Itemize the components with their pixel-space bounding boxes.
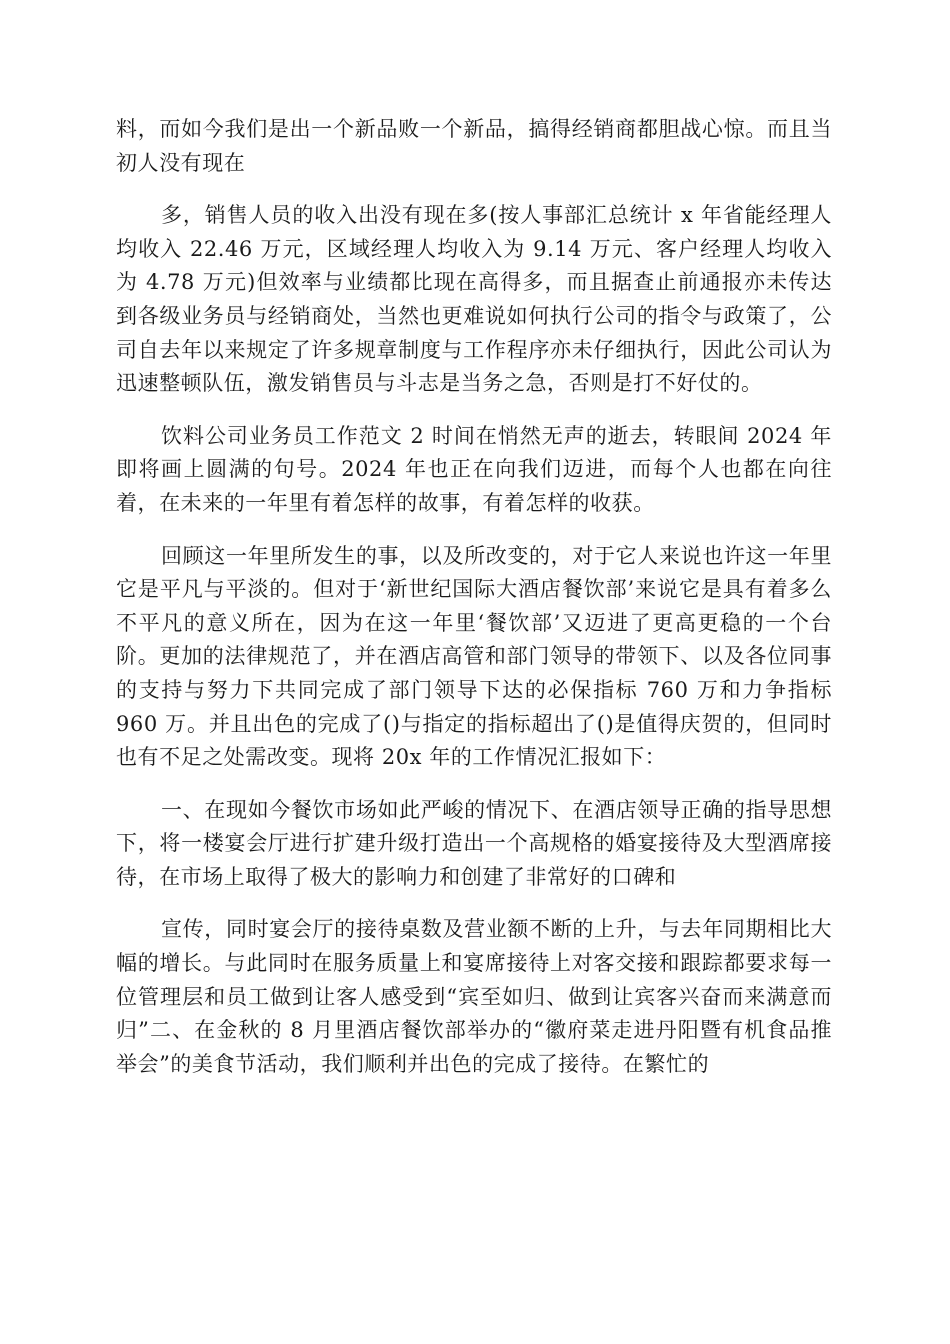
paragraph-1: 料，而如今我们是出一个新品败一个新品，搞得经销商都胆战心惊。而且当初人没有现在 — [116, 117, 832, 175]
paragraph-3: 饮料公司业务员工作范文 2 时间在悄然无声的逝去，转眼间 2024 年即将画上圆满的句号。2024 年也正在向我们迈进，而每个人也都在向往着，在未来的一年里有着怎样的故事，有着怎样的收获。 — [116, 423, 832, 515]
paragraph-4: 回顾这一年里所发生的事，以及所改变的，对于它人来说也许这一年里它是平凡与平淡的。但对于‘新世纪国际大酒店餐饮部’来说它是具有着多么不平凡的意义所在，因为在这一年里‘餐饮部’又迈进了更高更稳的一个台阶。更加的法律规范了，并在酒店高管和部门领导的带领下、以及各位同事的支持与努力下共同完成了部门领导下达的必保指标 760 万和力争指标 960 万。并且出色的完成了()与指定的指标超出了()是值得庆贺的，但同时也有不足之处需改变。现将 20x 年的工作情况汇报如下： — [116, 543, 832, 770]
document-page — [116, 113, 832, 1100]
paragraph-2: 多，销售人员的收入出没有现在多(按人事部汇总统计 x 年省能经理人均收入 22.46 万元，区域经理人均收入为 9.14 万元、客户经理人均收入为 4.78 万元)但效率与业绩都比现在高得多，而且据查止前通报亦未传达到各级业务员与经销商处，当然也更难说如何执行公司的指令与政策了，公司自去年以来规定了许多规章制度与工作程序亦未仔细执行，因此公司认为迅速整顿队伍，激发销售员与斗志是当务之急，否则是打不好仗的。 — [116, 203, 832, 396]
paragraph-6: 宣传，同时宴会厅的接待桌数及营业额不断的上升，与去年同期相比大幅的增长。与此同时在服务质量上和宴席接待上对客交接和跟踪都要求每一位管理层和员工做到让客人感受到“宾至如归、做到让宾客兴奋而来满意而归”二、在金秋的 8 月里酒店餐饮部举办的“徽府菜走进丹阳暨有机食品推举会”的美食节活动，我们顺利并出色的完成了接待。在繁忙的 — [116, 917, 832, 1076]
paragraph-5: 一、在现如今餐饮市场如此严峻的情况下、在酒店领导正确的指导思想下，将一楼宴会厅进行扩建升级打造出一个高规格的婚宴接待及大型酒席接待，在市场上取得了极大的影响力和创建了非常好的口碑和 — [116, 797, 832, 889]
